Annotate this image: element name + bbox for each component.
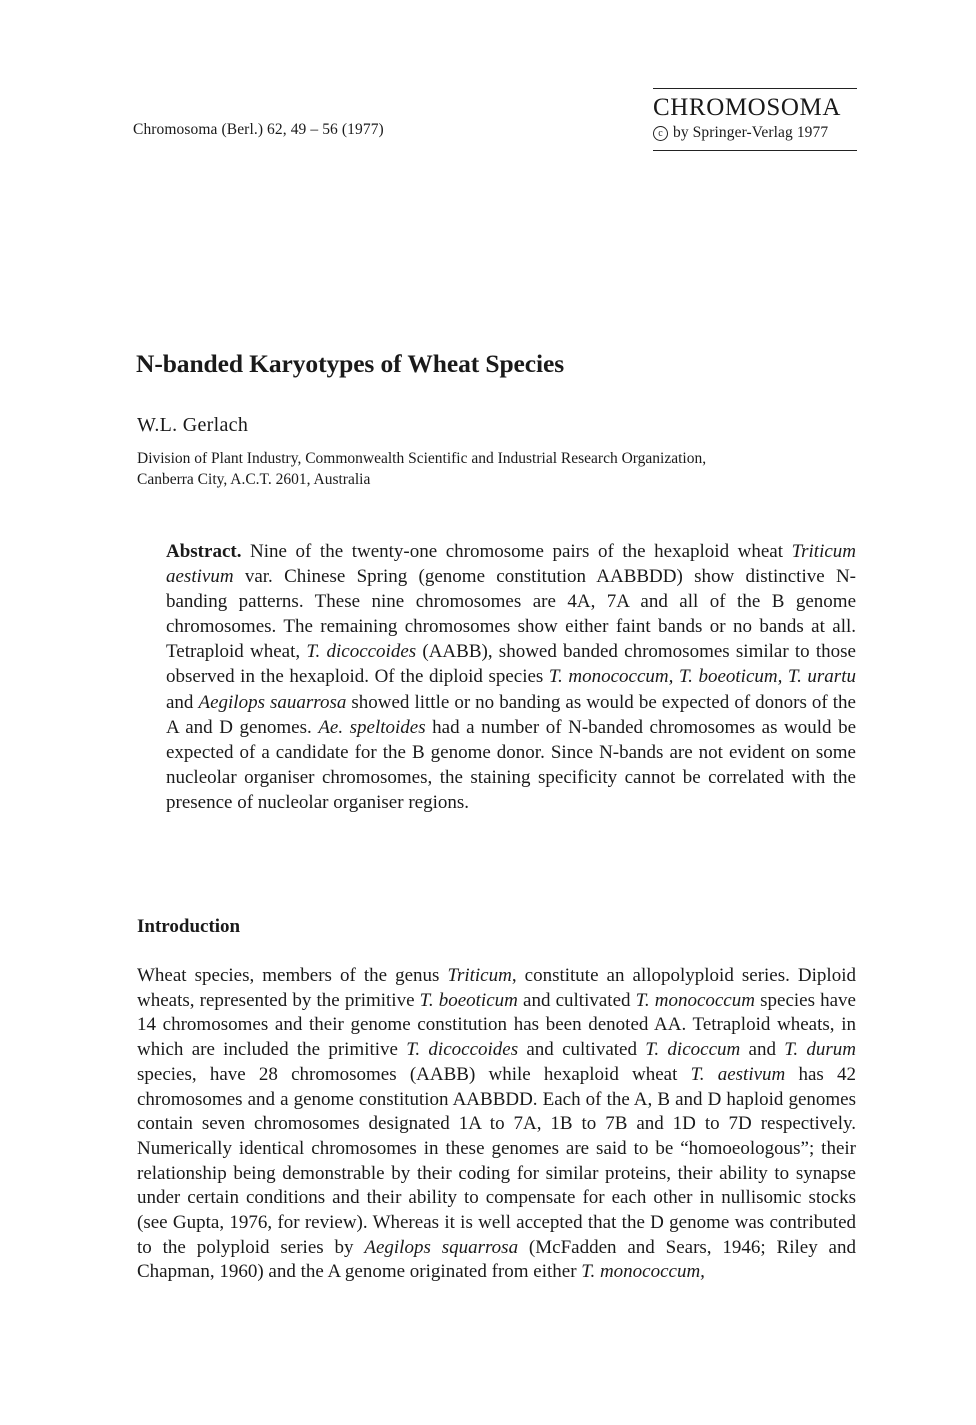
- species-name: Ae. speltoides: [318, 716, 426, 738]
- abstract-text: had a number of N-banded chromosomes as would be expected of a candidate for the B genome donor. Since N-bands are not evident on some nucleolar organiser chromosomes, the staining specificity cannot be correlated with the presence of nucleolar organiser regions.: [166, 716, 856, 813]
- species-name: T. monococcum,: [581, 1261, 705, 1283]
- body-text: has 42 chromosomes and a genome constitution AABBDD. Each of the A, B and D haploid genomes contain seven chromosomes designated 1A to 7A, 1B to 7B and 1D to 7D respectively. Numerically identical chromosomes in these genomes are said to be “homoeologous”; their relationship being demonstrable by their coding for similar proteins, their ability to synapse under certain conditions and their ability to compensate for each other in nullisomic stocks (see Gupta, 1976, for review). Whereas it is well accepted that the D genome was contributed to the polyploid series by: [137, 1063, 857, 1258]
- species-name: Aegilops squarrosa: [364, 1236, 519, 1258]
- abstract-paragraph: [166, 539, 856, 815]
- species-name: T. monococcum, T. boeoticum, T. urartu: [548, 666, 856, 688]
- body-text: and: [740, 1039, 785, 1061]
- body-text: Wheat species, members of the genus: [137, 965, 448, 986]
- journal-masthead: [653, 88, 857, 151]
- species-name: T. durum: [784, 1039, 857, 1061]
- abstract-text: (AABB), showed banded chromosomes similar to those observed in the hexaploid. Of the diploid species: [166, 641, 856, 688]
- species-name: T. boeoticum: [419, 989, 518, 1011]
- affiliation-line: Canberra City, A.C.T. 2601, Australia: [137, 471, 371, 488]
- abstract-text: Nine of the twenty-one chromosome pairs of the hexaploid wheat: [241, 541, 792, 562]
- abstract-text: showed little or no banding as would be expected of donors of the A and D genomes.: [166, 691, 856, 738]
- species-name: T. aestivum: [690, 1063, 786, 1085]
- body-text: and cultivated: [518, 1039, 646, 1061]
- body-text: species, have 28 chromosomes (AABB) while hexaploid wheat: [137, 1063, 691, 1085]
- copyright-line: [653, 124, 857, 142]
- affiliation-line: Division of Plant Industry, Commonwealth Scientific and Industrial Research Organization,: [137, 450, 707, 467]
- body-text: species have 14 chromosomes and their genome constitution has been denoted AA. Tetraploid wheats, in which are included the primitive: [137, 989, 856, 1061]
- species-name: Triticum: [447, 965, 512, 986]
- body-text: , constitute an allopolyploid series. Diploid wheats, represented by the primitive: [137, 965, 856, 1011]
- species-name: T. monococcum: [635, 989, 755, 1011]
- species-name: T. dicoccoides: [406, 1039, 519, 1061]
- journal-name: CHROMOSOMA: [653, 94, 841, 121]
- abstract-label: Abstract.: [166, 541, 242, 562]
- species-name: T. dicoccoides: [306, 641, 417, 663]
- journal-citation: Chromosoma (Berl.) 62, 49 – 56 (1977): [133, 121, 384, 138]
- species-name: Aegilops sauarrosa: [198, 691, 347, 713]
- copyright-text: by Springer-Verlag 1977: [673, 124, 829, 141]
- body-text: and cultivated: [517, 989, 636, 1011]
- species-name: T. dicoccum: [645, 1039, 741, 1061]
- abstract-text: var. Chinese Spring (genome constitution AABBDD) show distinctive N-banding patterns. These nine chromosomes are 4A, 7A and all of the B genome chromosomes. The remaining chromosomes show either faint bands or no bands at all. Tetraploid wheat,: [166, 566, 856, 663]
- species-name: Triticum aestivum: [166, 541, 856, 588]
- article-title: N-banded Karyotypes of Wheat Species: [136, 349, 565, 378]
- author-affiliation: [137, 448, 837, 490]
- abstract-text: and: [166, 691, 199, 713]
- author-name: W.L. Gerlach: [137, 414, 249, 436]
- copyright-icon: c: [653, 126, 668, 141]
- introduction-paragraph: [137, 964, 856, 1285]
- introduction-heading: Introduction: [137, 916, 241, 937]
- body-text: (McFadden and Sears, 1946; Riley and Chapman, 1960) and the A genome originated from either: [137, 1236, 856, 1283]
